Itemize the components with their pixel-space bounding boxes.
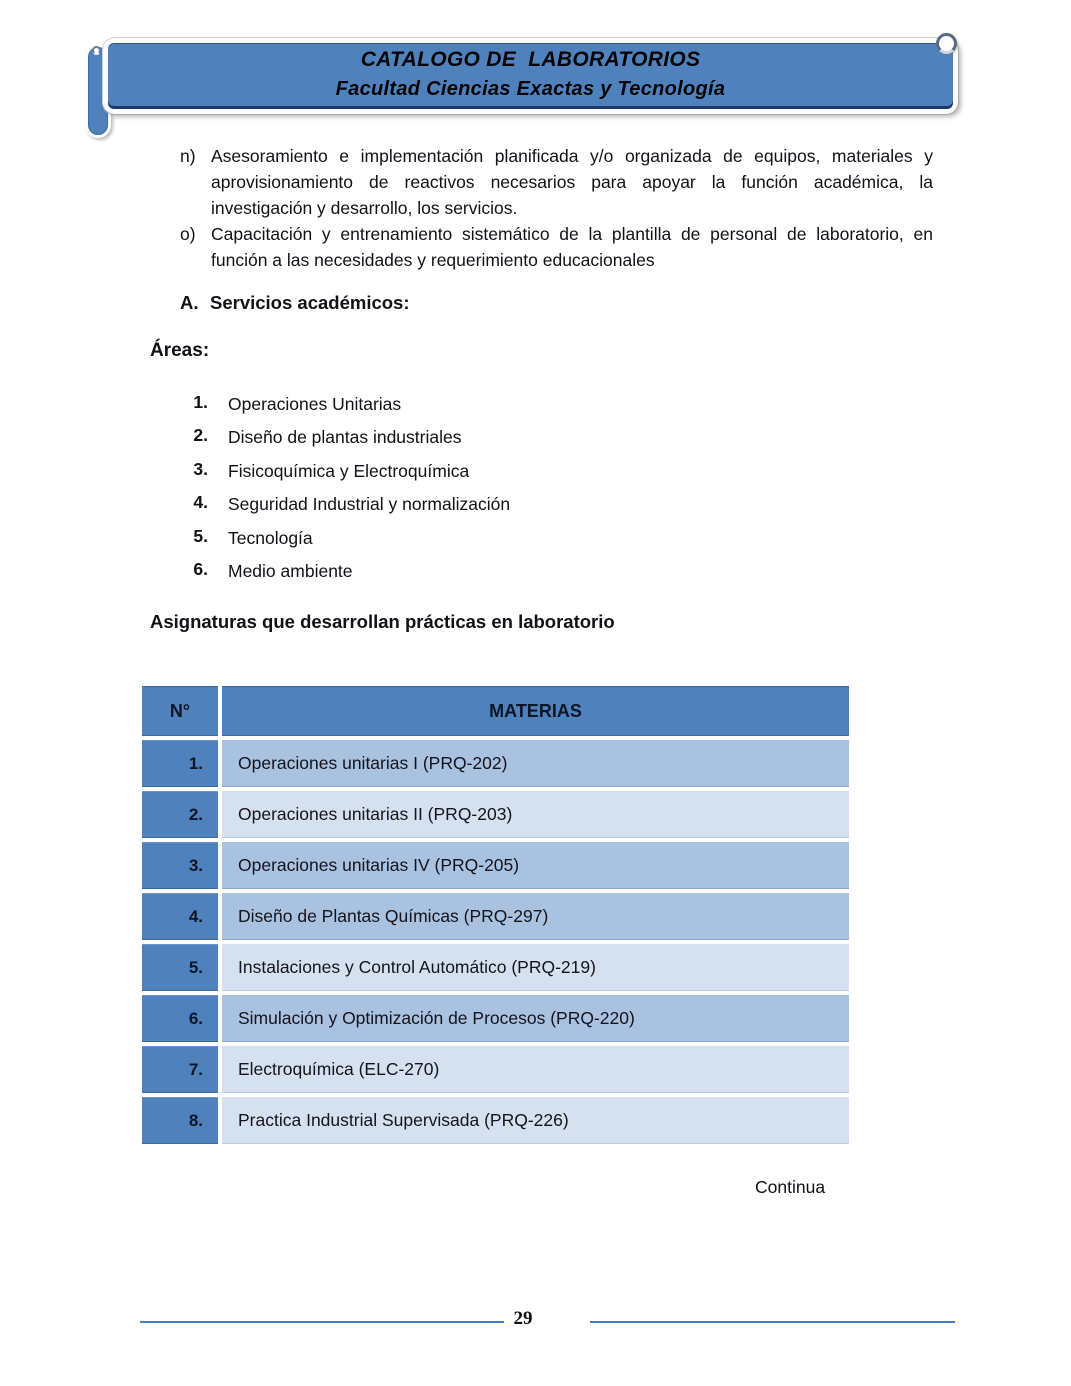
area-text: Fisicoquímica y Electroquímica xyxy=(228,460,470,481)
area-list-item xyxy=(190,494,510,527)
header-banner xyxy=(85,36,965,140)
footer-rule-right xyxy=(590,1321,955,1323)
table-row-number: 4. xyxy=(142,893,218,940)
area-number: 3. xyxy=(193,458,208,479)
area-number: 6. xyxy=(193,558,208,579)
paragraph-label: n) xyxy=(180,146,196,166)
table-row-materia: Simulación y Optimización de Procesos (PRQ-220) xyxy=(222,995,849,1042)
paragraph-text: Capacitación y entrenamiento sistemático de la plantilla de personal de laboratorio, en función a las necesidades y requerimiento educacionales xyxy=(211,224,933,270)
section-heading xyxy=(180,292,410,314)
corner-curl-icon xyxy=(936,33,957,54)
table-row-materia: Instalaciones y Control Automático (PRQ-219) xyxy=(222,944,849,991)
faculty-subtitle: Facultad Ciencias Exactas y Tecnología xyxy=(335,78,726,100)
paragraph-item xyxy=(180,143,933,221)
footer-rule-left xyxy=(140,1321,504,1323)
paragraph-label: o) xyxy=(180,224,196,244)
area-text: Medio ambiente xyxy=(228,560,353,581)
table-row-number: 7. xyxy=(142,1046,218,1093)
continuation-note: Continua xyxy=(755,1177,826,1197)
area-number: 1. xyxy=(193,392,208,412)
column-header-materias: MATERIAS xyxy=(222,686,849,736)
section-label: A. xyxy=(180,292,199,313)
banner-box-inner xyxy=(108,43,953,109)
table-row-number: 5. xyxy=(142,944,218,991)
table-row-materia: Electroquímica (ELC-270) xyxy=(222,1046,849,1093)
table-row-number: 2. xyxy=(142,791,218,838)
paragraph-text: Asesoramiento e implementación planificada y/o organizada de equipos, materiales y aprovisionamiento de reactivos necesarios para apoyar la función académica, la investigación y desarrollo, los servicios. xyxy=(211,146,933,218)
section-title: Servicios académicos: xyxy=(210,292,410,313)
area-text: Seguridad Industrial y normalización xyxy=(228,494,511,515)
areas-heading: Áreas: xyxy=(150,340,210,361)
table-row-materia: Operaciones unitarias I (PRQ-202) xyxy=(222,740,849,787)
areas-list xyxy=(190,394,510,594)
area-number: 2. xyxy=(193,425,208,446)
intro-paragraphs xyxy=(180,143,933,273)
area-list-item xyxy=(190,525,510,561)
page-number: 29 xyxy=(513,1308,533,1329)
table-row-materia: Practica Industrial Supervisada (PRQ-226) xyxy=(222,1097,849,1144)
table-row-number: 1. xyxy=(142,740,218,787)
table-row-number: 8. xyxy=(142,1097,218,1144)
table-heading: Asignaturas que desarrollan prácticas en laboratorio xyxy=(150,611,615,632)
table-row-number: 3. xyxy=(142,842,218,889)
table-row-materia: Diseño de Plantas Químicas (PRQ-297) xyxy=(222,893,849,940)
table-row-number: 6. xyxy=(142,995,218,1042)
banner-box xyxy=(103,38,958,114)
area-list-item xyxy=(190,427,510,460)
area-number: 4. xyxy=(193,492,208,513)
column-header-num: N° xyxy=(142,686,218,736)
scroll-curl-icon xyxy=(92,46,101,55)
area-text: Operaciones Unitarias xyxy=(228,394,402,414)
paragraph-item xyxy=(180,221,933,273)
table-row-materia: Operaciones unitarias IV (PRQ-205) xyxy=(222,842,849,889)
area-list-item xyxy=(190,394,510,427)
materias-table xyxy=(142,686,849,1144)
area-text: Diseño de plantas industriales xyxy=(228,427,462,448)
catalog-title: CATALOGO DE LABORATORIOS xyxy=(360,48,701,71)
area-text: Tecnología xyxy=(228,527,313,548)
area-list-item xyxy=(190,558,510,594)
area-number: 5. xyxy=(193,525,208,546)
area-list-item xyxy=(190,458,510,494)
table-row-materia: Operaciones unitarias II (PRQ-203) xyxy=(222,791,849,838)
